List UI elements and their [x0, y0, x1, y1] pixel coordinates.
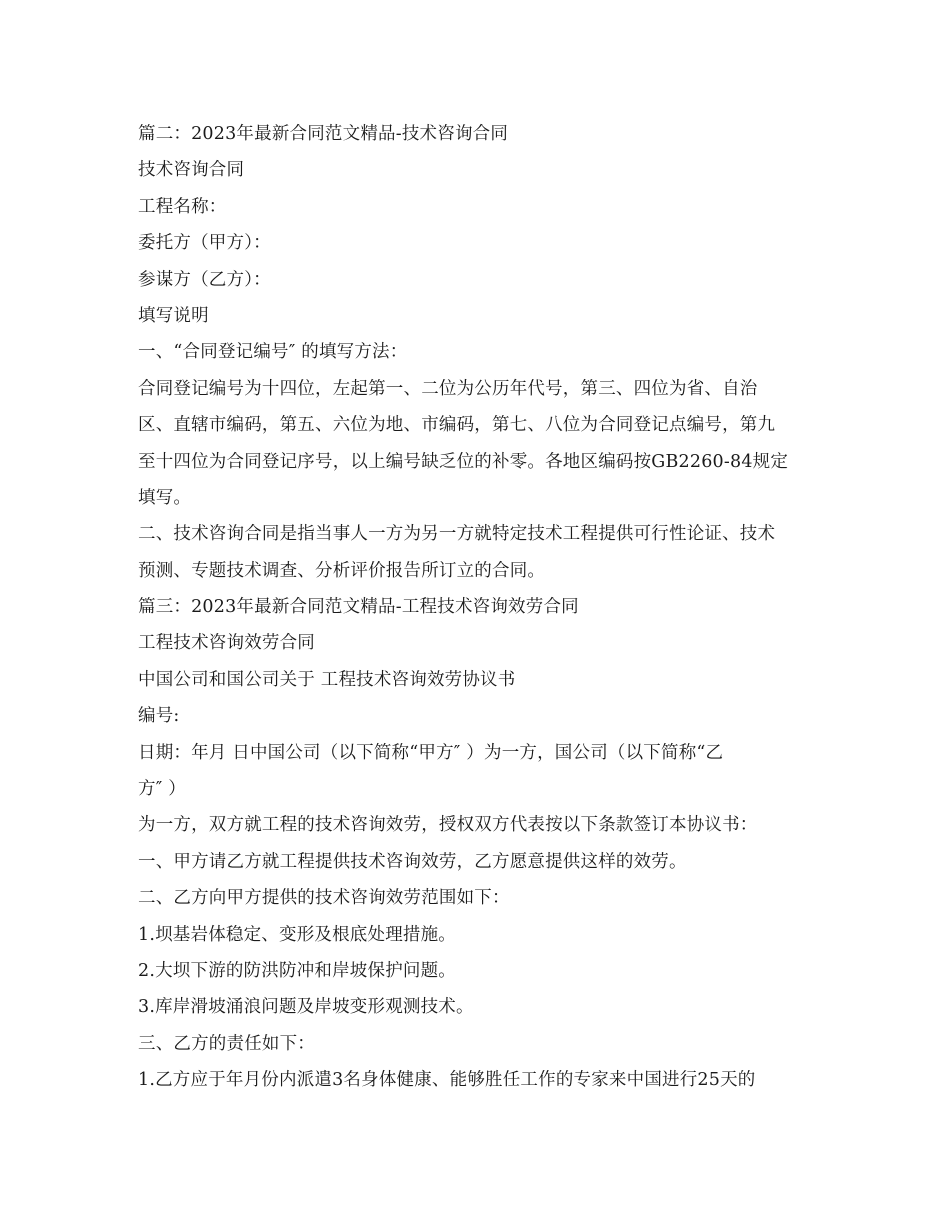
agreement-title: 工程技术咨询效劳合同 [138, 633, 315, 654]
clause-2-item-2: 2.大坝下游的防洪防冲和岸坡保护问题。 [138, 960, 456, 981]
contract-title: 技术咨询合同 [138, 160, 245, 181]
instruction-item-1-title: 一、“合同登记编号″ 的填写方法： [138, 342, 408, 363]
text-line: 预测、专题技术调查、分析评价报告所订立的合同。 [138, 560, 546, 581]
instructions-heading: 填写说明 [138, 305, 209, 326]
text-line: 至十四位为合同登记序号，以上编号缺乏位的补零。各地区编码按GB2260-84规定 [138, 451, 789, 472]
consultant-party-field: 参谋方（乙方）： [138, 269, 271, 290]
agreement-date-line: 日期：年月 日中国公司（以下简称“甲方″ ）为一方，国公司（以下简称“乙 [138, 742, 724, 763]
clause-3: 三、乙方的责任如下： [138, 1033, 315, 1054]
client-party-field: 委托方（甲方）： [138, 233, 271, 254]
document-body [138, 116, 816, 1099]
clause-2-item-1: 1.坝基岩体稳定、变形及根底处理措施。 [138, 924, 456, 945]
section-heading-3: 篇三：2023年最新合同范文精品-工程技术咨询效劳合同 [138, 597, 579, 618]
agreement-number-field: 编号: [138, 706, 180, 727]
instruction-item-2: 二、技术咨询合同是指当事人一方为另一方就特定技术工程提供可行性论证、技术 [138, 524, 776, 545]
clause-2: 二、乙方向甲方提供的技术咨询效劳范围如下： [138, 888, 510, 909]
clause-3-item-1: 1.乙方应于年月份内派遣3名身体健康、能够胜任工作的专家来中国进行25天的 [138, 1070, 756, 1091]
text-line: 方″ ） [138, 779, 186, 800]
text-line: 为一方，双方就工程的技术咨询效劳，授权双方代表按以下条款签订本协议书： [138, 815, 758, 836]
text-line: 合同登记编号为十四位，左起第一、二位为公历年代号，第三、四位为省、自治 [138, 378, 758, 399]
text-line: 区、直辖市编码，第五、六位为地、市编码，第七、八位为合同登记点编号，第九 [138, 415, 776, 436]
text-line: 填写。 [138, 487, 192, 508]
project-name-field: 工程名称： [138, 196, 227, 217]
clause-1: 一、甲方请乙方就工程提供技术咨询效劳，乙方愿意提供这样的效劳。 [138, 851, 687, 872]
section-heading-2: 篇二：2023年最新合同范文精品-技术咨询合同 [138, 124, 509, 144]
clause-2-item-3: 3.库岸滑坡涌浪问题及岸坡变形观测技术。 [138, 997, 474, 1018]
agreement-subtitle: 中国公司和国公司关于 工程技术咨询效劳协议书 [138, 669, 516, 690]
